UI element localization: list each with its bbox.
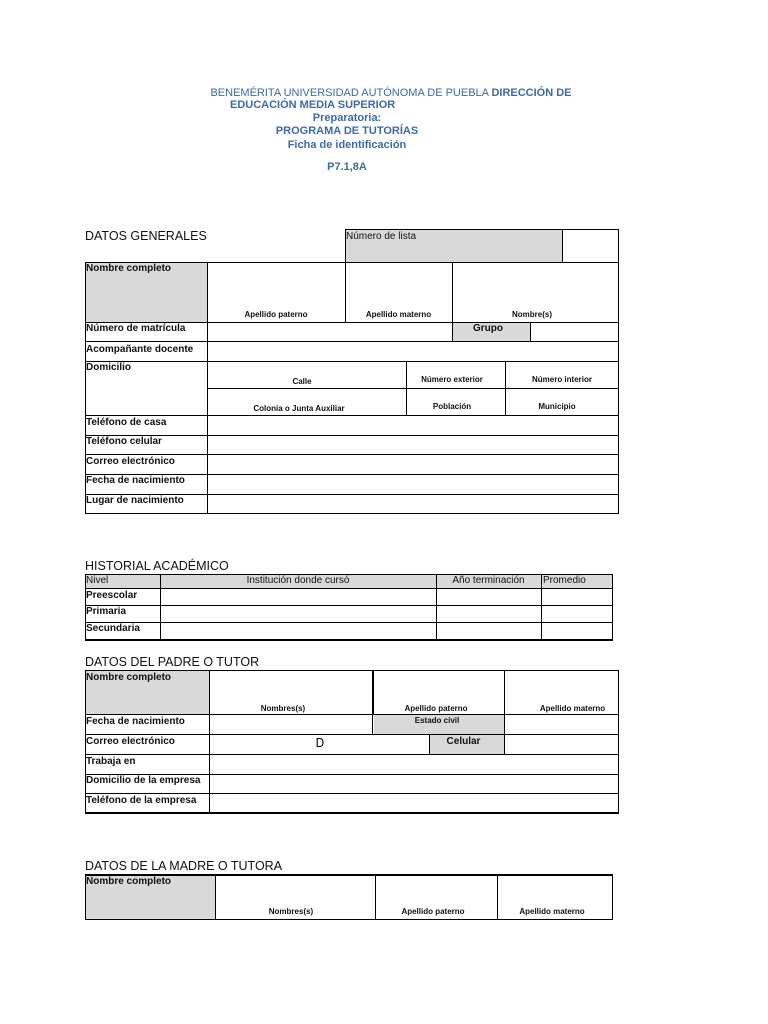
nombre-completo-label: Nombre completo bbox=[86, 263, 172, 274]
telefono-celular-label: Teléfono celular bbox=[86, 436, 162, 447]
padre-apellido-paterno-caption: Apellido paterno bbox=[404, 704, 468, 713]
telefono-casa-label: Teléfono de casa bbox=[86, 417, 167, 428]
fecha-nacimiento-input[interactable] bbox=[208, 475, 618, 493]
padre-celular-input[interactable] bbox=[505, 735, 618, 753]
padre-apellido-materno-caption: Apellido materno bbox=[539, 704, 606, 713]
numero-interior-caption: Número interior bbox=[531, 375, 592, 384]
historial-col-nivel: Nivel bbox=[86, 575, 109, 586]
text-cursor-icon: Ꭰ bbox=[316, 736, 325, 750]
calle-caption: Calle bbox=[292, 377, 312, 386]
program-title: PROGRAMA DE TUTORÍAS bbox=[275, 125, 419, 137]
padre-fecha-nacimiento-input[interactable] bbox=[210, 715, 371, 733]
poblacion-caption: Población bbox=[432, 402, 472, 411]
telefono-casa-input[interactable] bbox=[208, 416, 618, 434]
padre-correo-label: Correo electrónico bbox=[86, 736, 175, 747]
historial-cell-input[interactable] bbox=[542, 606, 612, 621]
madre-apellido-paterno-caption: Apellido paterno bbox=[401, 907, 465, 916]
grupo-label: Grupo bbox=[473, 323, 503, 334]
historial-cell-input[interactable] bbox=[161, 623, 435, 639]
padre-nombres-caption: Nombres(s) bbox=[260, 704, 306, 713]
padre-trabaja-label: Trabaja en bbox=[86, 756, 136, 767]
madre-nombres-caption: Nombres(s) bbox=[268, 907, 314, 916]
historial-cell-input[interactable] bbox=[542, 589, 612, 604]
grupo-input[interactable] bbox=[531, 323, 618, 340]
header-line-3: Preparatoria: bbox=[312, 112, 382, 124]
historial-col-anio: Año terminación bbox=[452, 575, 525, 586]
historial-row-primaria: Primaria bbox=[86, 606, 127, 617]
header-line-1 bbox=[0, 87, 768, 99]
estado-civil-label: Estado civil bbox=[414, 716, 460, 725]
lugar-nacimiento-input[interactable] bbox=[208, 495, 618, 513]
padre-telefono-empresa-label: Teléfono de la empresa bbox=[86, 795, 197, 806]
correo-label: Correo electrónico bbox=[86, 456, 175, 467]
university-name: BENEMÉRITA UNIVERSIDAD AUTÓNOMA DE PUEBLA bbox=[210, 87, 492, 99]
form-subtitle: Ficha de identificación bbox=[287, 139, 407, 151]
apellido-materno-caption: Apellido materno bbox=[365, 310, 432, 319]
historial-cell-input[interactable] bbox=[437, 606, 540, 621]
numero-lista-label: Número de lista bbox=[346, 231, 417, 242]
padre-domicilio-empresa-input[interactable] bbox=[210, 775, 618, 792]
telefono-celular-input[interactable] bbox=[208, 436, 618, 453]
padre-fecha-nacimiento-label: Fecha de nacimiento bbox=[86, 716, 185, 727]
historial-cell-input[interactable] bbox=[542, 623, 612, 639]
acompanante-input[interactable] bbox=[208, 342, 618, 360]
historial-row-secundaria: Secundaria bbox=[86, 623, 140, 634]
acompanante-label: Acompañante docente bbox=[86, 344, 194, 355]
padre-trabaja-input[interactable] bbox=[210, 755, 618, 773]
madre-apellido-materno-caption: Apellido materno bbox=[519, 907, 585, 916]
historial-cell-input[interactable] bbox=[161, 589, 435, 604]
estado-civil-input[interactable] bbox=[505, 715, 618, 733]
madre-nombre-label: Nombre completo bbox=[86, 876, 172, 887]
nombres-caption: Nombre(s) bbox=[511, 310, 552, 319]
historial-cell-input[interactable] bbox=[437, 589, 540, 604]
municipio-caption: Municipio bbox=[538, 402, 576, 411]
numero-exterior-caption: Número exterior bbox=[421, 375, 483, 384]
fecha-nacimiento-label: Fecha de nacimiento bbox=[86, 475, 185, 486]
historial-col-promedio: Promedio bbox=[543, 575, 586, 586]
padre-nombre-label: Nombre completo bbox=[86, 672, 172, 683]
lugar-nacimiento-label: Lugar de nacimiento bbox=[86, 495, 184, 506]
historial-row-preescolar: Preescolar bbox=[86, 590, 138, 601]
padre-celular-label: Celular bbox=[446, 736, 481, 747]
padre-telefono-empresa-input[interactable] bbox=[210, 794, 618, 811]
numero-lista-input[interactable] bbox=[562, 229, 619, 263]
historial-cell-input[interactable] bbox=[161, 606, 435, 621]
colonia-caption: Colonia o Junta Auxiliar bbox=[253, 404, 345, 413]
header-line-2: EDUCACIÓN MEDIA SUPERIOR bbox=[230, 99, 396, 111]
domicilio-label: Domicilio bbox=[86, 362, 132, 373]
direction-label: DIRECCIÓN DE bbox=[491, 87, 572, 99]
numero-matricula-input[interactable] bbox=[208, 323, 451, 340]
section-title-historial: HISTORIAL ACADÉMICO bbox=[85, 559, 229, 573]
correo-input[interactable] bbox=[208, 455, 618, 473]
apellido-paterno-caption: Apellido paterno bbox=[244, 310, 308, 319]
section-title-madre: DATOS DE LA MADRE O TUTORA bbox=[85, 859, 283, 873]
historial-col-institucion: Institución donde cursó bbox=[246, 575, 350, 586]
padre-domicilio-empresa-label: Domicilio de la empresa bbox=[86, 775, 201, 786]
historial-cell-input[interactable] bbox=[437, 623, 540, 639]
section-title-datos-generales: DATOS GENERALES bbox=[85, 229, 207, 243]
section-title-padre: DATOS DEL PADRE O TUTOR bbox=[85, 655, 260, 669]
numero-matricula-label: Número de matrícula bbox=[86, 323, 186, 334]
form-code: P7.1,8A bbox=[327, 161, 367, 173]
